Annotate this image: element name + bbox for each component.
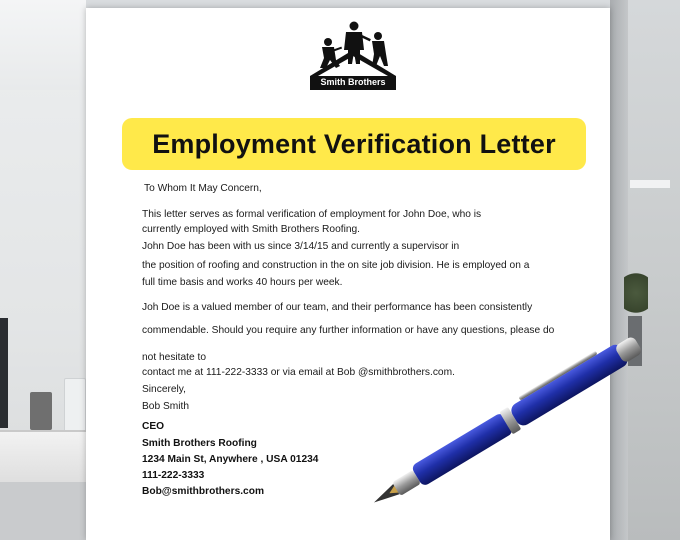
- letter-paper: [86, 8, 610, 540]
- letter-line: John Doe has been with us since 3/14/15 and currently a supervisor in: [142, 241, 460, 252]
- salutation: To Whom It May Concern,: [144, 183, 262, 194]
- signer-address: 1234 Main St, Anywhere , USA 01234: [142, 454, 319, 465]
- signer-title: CEO: [142, 421, 165, 432]
- letter-line: contact me at 111-222-3333 or via email at Bob @smithbrothers.com.: [142, 367, 455, 378]
- background-ceiling-light: [630, 180, 670, 188]
- signer-email: Bob@smithbrothers.com: [142, 486, 265, 497]
- background-cup: [64, 378, 86, 432]
- letter-line: Joh Doe is a valued member of our team, and their performance has been consistently: [142, 302, 533, 313]
- background-window: [0, 0, 86, 90]
- signer-company: Smith Brothers Roofing: [142, 438, 257, 449]
- letter-line: the position of roofing and construction in the on site job division. He is employed on a: [142, 260, 530, 271]
- background-monitor: [0, 318, 8, 428]
- signer-phone: 111-222-3333: [142, 470, 205, 481]
- letter-line: not hesitate to: [142, 352, 207, 363]
- title-banner: [122, 118, 586, 170]
- letter-title: Employment Verification Letter: [152, 129, 556, 159]
- background-cabinet: [0, 482, 86, 540]
- background-pen-holder: [30, 392, 52, 430]
- letter-line: full time basis and works 40 hours per week.: [142, 277, 343, 288]
- letter-line: commendable. Should you require any further information or have any questions, please do: [142, 325, 555, 336]
- letter-line: This letter serves as formal verification of employment for John Doe, who is: [142, 209, 482, 220]
- signer-name: Bob Smith: [142, 401, 189, 412]
- background-desk: [0, 430, 86, 484]
- company-logo: [310, 20, 396, 90]
- fountain-pen-icon: [368, 326, 668, 506]
- letter-line: currently employed with Smith Brothers Roofing.: [142, 224, 360, 235]
- logo-company-name: Smith Brothers: [320, 77, 386, 87]
- closing: Sincerely,: [142, 384, 186, 395]
- background-plant: [624, 268, 648, 318]
